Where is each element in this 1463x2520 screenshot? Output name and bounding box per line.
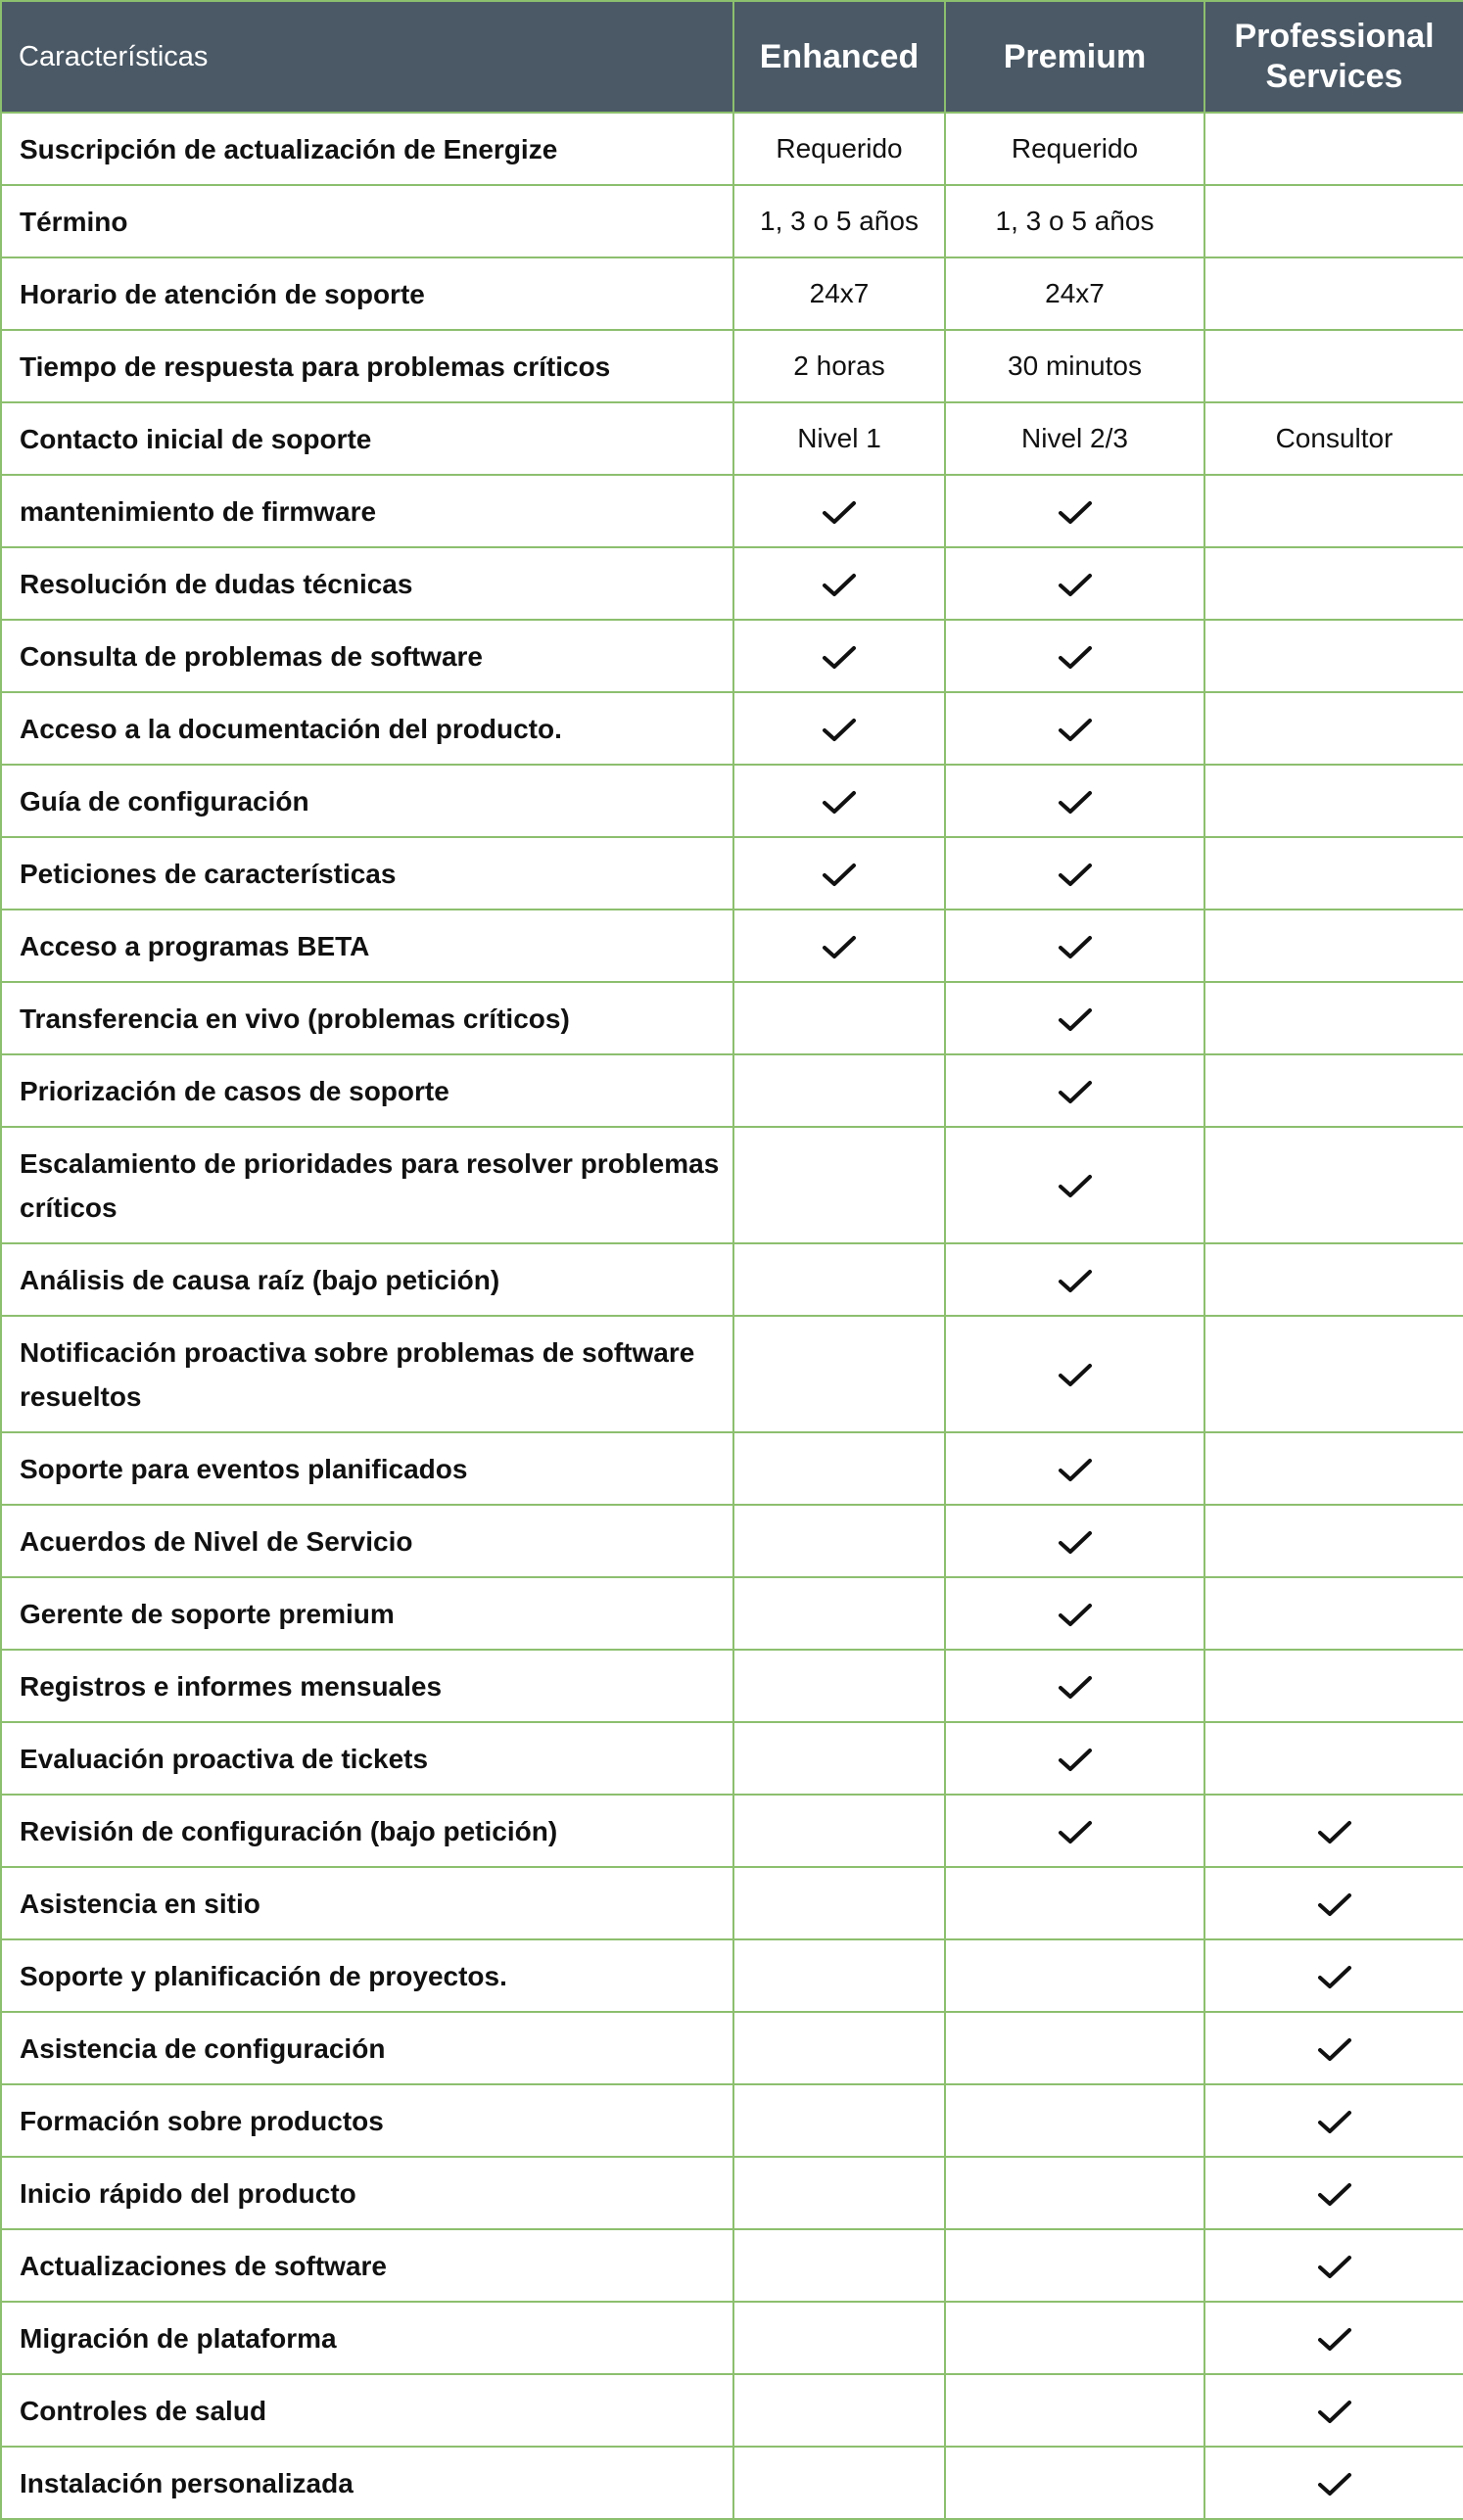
professional-services-value-cell [1204, 257, 1463, 330]
cell-text: Nivel 1 [797, 423, 881, 453]
checkmark-icon [1058, 573, 1093, 598]
checkmark-icon [1058, 1174, 1093, 1199]
checkmark-icon [1317, 2110, 1352, 2135]
table-row [1, 620, 1463, 692]
checkmark-icon [1058, 790, 1093, 816]
checkmark-icon [1317, 2472, 1352, 2497]
professional-services-value-cell [1204, 547, 1463, 620]
premium-value-cell [945, 1577, 1204, 1650]
cell-text: 1, 3 o 5 años [760, 206, 919, 236]
feature-name-cell: Acceso a la documentación del producto. [1, 692, 733, 765]
professional-services-value-cell [1204, 2374, 1463, 2447]
professional-services-value-cell [1204, 692, 1463, 765]
checkmark-icon [1058, 718, 1093, 743]
checkmark-icon [1317, 1965, 1352, 1990]
enhanced-value-cell [733, 2229, 945, 2302]
cell-text: 24x7 [1045, 278, 1105, 308]
professional-services-value-cell [1204, 1243, 1463, 1316]
table-row [1, 257, 1463, 330]
enhanced-value-cell [733, 257, 945, 330]
feature-name-cell: Horario de atención de soporte [1, 257, 733, 330]
table-row [1, 330, 1463, 402]
table-row [1, 1432, 1463, 1505]
premium-value-cell [945, 1127, 1204, 1243]
checkmark-icon [1058, 1675, 1093, 1701]
professional-services-value-cell [1204, 2447, 1463, 2519]
enhanced-value-cell [733, 330, 945, 402]
table-row [1, 1243, 1463, 1316]
premium-value-cell [945, 330, 1204, 402]
enhanced-value-cell [733, 1127, 945, 1243]
premium-value-cell [945, 113, 1204, 185]
checkmark-icon [1058, 1458, 1093, 1483]
checkmark-icon [822, 573, 857, 598]
premium-value-cell [945, 1054, 1204, 1127]
premium-value-cell [945, 257, 1204, 330]
cell-text: 30 minutos [1008, 350, 1142, 381]
enhanced-value-cell [733, 1243, 945, 1316]
premium-value-cell [945, 402, 1204, 475]
table-row [1, 475, 1463, 547]
premium-value-cell [945, 1505, 1204, 1577]
professional-services-value-cell [1204, 1867, 1463, 1939]
professional-services-value-cell [1204, 1795, 1463, 1867]
professional-services-value-cell [1204, 1432, 1463, 1505]
feature-name-cell: Escalamiento de prioridades para resolver problemas críticos [1, 1127, 733, 1243]
table-row [1, 1867, 1463, 1939]
premium-value-cell [945, 1939, 1204, 2012]
checkmark-icon [1317, 1820, 1352, 1845]
professional-services-value-cell [1204, 1722, 1463, 1795]
feature-name-cell: Análisis de causa raíz (bajo petición) [1, 1243, 733, 1316]
professional-services-value-cell [1204, 402, 1463, 475]
professional-services-value-cell [1204, 475, 1463, 547]
table-row [1, 113, 1463, 185]
professional-services-value-cell [1204, 765, 1463, 837]
table-row [1, 402, 1463, 475]
cell-text: Requerido [776, 133, 903, 163]
enhanced-value-cell [733, 2084, 945, 2157]
feature-name-cell: Registros e informes mensuales [1, 1650, 733, 1722]
checkmark-icon [1058, 1530, 1093, 1556]
professional-services-value-cell [1204, 2084, 1463, 2157]
enhanced-value-cell [733, 2012, 945, 2084]
table-row [1, 2012, 1463, 2084]
premium-value-cell [945, 2084, 1204, 2157]
checkmark-icon [1058, 1269, 1093, 1294]
premium-value-cell [945, 2447, 1204, 2519]
enhanced-value-cell [733, 1867, 945, 1939]
feature-name-cell: Notificación proactiva sobre problemas de software resueltos [1, 1316, 733, 1432]
professional-services-value-cell [1204, 2012, 1463, 2084]
professional-services-column-header: Professional Services [1204, 1, 1463, 113]
table-row [1, 1650, 1463, 1722]
enhanced-column-header: Enhanced [733, 1, 945, 113]
table-row [1, 692, 1463, 765]
feature-name-cell: Priorización de casos de soporte [1, 1054, 733, 1127]
feature-name-cell: Transferencia en vivo (problemas críticos) [1, 982, 733, 1054]
table-row [1, 1577, 1463, 1650]
premium-value-cell [945, 2302, 1204, 2374]
professional-services-value-cell [1204, 1127, 1463, 1243]
feature-name-cell: Asistencia en sitio [1, 1867, 733, 1939]
enhanced-value-cell [733, 1432, 945, 1505]
feature-name-cell: Acceso a programas BETA [1, 910, 733, 982]
professional-services-value-cell [1204, 982, 1463, 1054]
checkmark-icon [1317, 2037, 1352, 2063]
feature-name-cell: Peticiones de características [1, 837, 733, 910]
features-column-header: Características [1, 1, 733, 113]
enhanced-value-cell [733, 1316, 945, 1432]
checkmark-icon [822, 500, 857, 526]
checkmark-icon [1058, 1820, 1093, 1845]
checkmark-icon [1058, 1080, 1093, 1105]
enhanced-value-cell [733, 692, 945, 765]
feature-name-cell: Soporte y planificación de proyectos. [1, 1939, 733, 2012]
professional-services-value-cell [1204, 1939, 1463, 2012]
table-row [1, 2302, 1463, 2374]
table-row [1, 2084, 1463, 2157]
premium-value-cell [945, 1432, 1204, 1505]
professional-services-value-cell [1204, 1054, 1463, 1127]
feature-name-cell: Formación sobre productos [1, 2084, 733, 2157]
checkmark-icon [1058, 1603, 1093, 1628]
table-row [1, 1939, 1463, 2012]
table-row [1, 1722, 1463, 1795]
feature-name-cell: Inicio rápido del producto [1, 2157, 733, 2229]
enhanced-value-cell [733, 185, 945, 257]
enhanced-value-cell [733, 113, 945, 185]
premium-column-header: Premium [945, 1, 1204, 113]
table-row [1, 765, 1463, 837]
table-row [1, 2157, 1463, 2229]
enhanced-value-cell [733, 1939, 945, 2012]
premium-value-cell [945, 1867, 1204, 1939]
premium-value-cell [945, 982, 1204, 1054]
enhanced-value-cell [733, 2374, 945, 2447]
feature-name-cell: Tiempo de respuesta para problemas críticos [1, 330, 733, 402]
enhanced-value-cell [733, 547, 945, 620]
enhanced-value-cell [733, 1722, 945, 1795]
feature-name-cell: Evaluación proactiva de tickets [1, 1722, 733, 1795]
checkmark-icon [1058, 1748, 1093, 1773]
feature-name-cell: Resolución de dudas técnicas [1, 547, 733, 620]
premium-value-cell [945, 1650, 1204, 1722]
feature-name-cell: Migración de plataforma [1, 2302, 733, 2374]
professional-services-value-cell [1204, 113, 1463, 185]
premium-value-cell [945, 1722, 1204, 1795]
enhanced-value-cell [733, 402, 945, 475]
enhanced-value-cell [733, 1650, 945, 1722]
table-row [1, 2447, 1463, 2519]
table-row [1, 547, 1463, 620]
professional-services-value-cell [1204, 910, 1463, 982]
table-row [1, 2374, 1463, 2447]
enhanced-value-cell [733, 2302, 945, 2374]
cell-text: Nivel 2/3 [1021, 423, 1128, 453]
professional-services-value-cell [1204, 837, 1463, 910]
premium-value-cell [945, 2374, 1204, 2447]
professional-services-value-cell [1204, 330, 1463, 402]
professional-services-value-cell [1204, 185, 1463, 257]
premium-value-cell [945, 2229, 1204, 2302]
table-row [1, 2229, 1463, 2302]
checkmark-icon [1317, 2255, 1352, 2280]
enhanced-value-cell [733, 837, 945, 910]
premium-value-cell [945, 1243, 1204, 1316]
enhanced-value-cell [733, 765, 945, 837]
feature-name-cell: Suscripción de actualización de Energize [1, 113, 733, 185]
professional-services-value-cell [1204, 620, 1463, 692]
checkmark-icon [1058, 863, 1093, 888]
professional-services-value-cell [1204, 1650, 1463, 1722]
feature-name-cell: Controles de salud [1, 2374, 733, 2447]
checkmark-icon [1317, 2327, 1352, 2353]
checkmark-icon [1317, 1892, 1352, 1918]
premium-value-cell [945, 2012, 1204, 2084]
checkmark-icon [1058, 1363, 1093, 1388]
checkmark-icon [822, 935, 857, 960]
table-row [1, 1054, 1463, 1127]
feature-name-cell: Instalación personalizada [1, 2447, 733, 2519]
feature-name-cell: Revisión de configuración (bajo petición) [1, 1795, 733, 1867]
premium-value-cell [945, 910, 1204, 982]
feature-name-cell: Soporte para eventos planificados [1, 1432, 733, 1505]
enhanced-value-cell [733, 1054, 945, 1127]
feature-name-cell: Asistencia de configuración [1, 2012, 733, 2084]
enhanced-value-cell [733, 475, 945, 547]
feature-name-cell: Término [1, 185, 733, 257]
table-row [1, 982, 1463, 1054]
cell-text: 24x7 [809, 278, 870, 308]
enhanced-value-cell [733, 2447, 945, 2519]
premium-value-cell [945, 1316, 1204, 1432]
checkmark-icon [822, 718, 857, 743]
feature-name-cell: Actualizaciones de software [1, 2229, 733, 2302]
table-row [1, 1795, 1463, 1867]
premium-value-cell [945, 620, 1204, 692]
table-row [1, 1316, 1463, 1432]
feature-name-cell: Gerente de soporte premium [1, 1577, 733, 1650]
enhanced-value-cell [733, 1577, 945, 1650]
checkmark-icon [822, 790, 857, 816]
premium-value-cell [945, 837, 1204, 910]
enhanced-value-cell [733, 910, 945, 982]
table-row [1, 1127, 1463, 1243]
professional-services-value-cell [1204, 1316, 1463, 1432]
checkmark-icon [1058, 1007, 1093, 1033]
table-header-row [1, 1, 1463, 113]
checkmark-icon [1058, 645, 1093, 671]
table-row [1, 837, 1463, 910]
enhanced-value-cell [733, 1795, 945, 1867]
enhanced-value-cell [733, 982, 945, 1054]
premium-value-cell [945, 765, 1204, 837]
professional-services-value-cell [1204, 2302, 1463, 2374]
table-row [1, 185, 1463, 257]
checkmark-icon [1058, 935, 1093, 960]
table-row [1, 910, 1463, 982]
feature-name-cell: Contacto inicial de soporte [1, 402, 733, 475]
enhanced-value-cell [733, 1505, 945, 1577]
cell-text: 1, 3 o 5 años [995, 206, 1155, 236]
table-body [1, 113, 1463, 2519]
premium-value-cell [945, 1795, 1204, 1867]
checkmark-icon [1317, 2182, 1352, 2208]
professional-services-value-cell [1204, 1505, 1463, 1577]
feature-name-cell: Consulta de problemas de software [1, 620, 733, 692]
premium-value-cell [945, 475, 1204, 547]
professional-services-value-cell [1204, 2157, 1463, 2229]
checkmark-icon [1058, 500, 1093, 526]
checkmark-icon [822, 863, 857, 888]
feature-name-cell: Acuerdos de Nivel de Servicio [1, 1505, 733, 1577]
enhanced-value-cell [733, 2157, 945, 2229]
cell-text: 2 horas [793, 350, 885, 381]
professional-services-value-cell [1204, 2229, 1463, 2302]
premium-value-cell [945, 185, 1204, 257]
cell-text: Consultor [1275, 423, 1393, 453]
premium-value-cell [945, 547, 1204, 620]
professional-services-value-cell [1204, 1577, 1463, 1650]
premium-value-cell [945, 2157, 1204, 2229]
enhanced-value-cell [733, 620, 945, 692]
checkmark-icon [822, 645, 857, 671]
feature-name-cell: mantenimiento de firmware [1, 475, 733, 547]
table-row [1, 1505, 1463, 1577]
premium-value-cell [945, 692, 1204, 765]
checkmark-icon [1317, 2400, 1352, 2425]
cell-text: Requerido [1011, 133, 1139, 163]
feature-name-cell: Guía de configuración [1, 765, 733, 837]
